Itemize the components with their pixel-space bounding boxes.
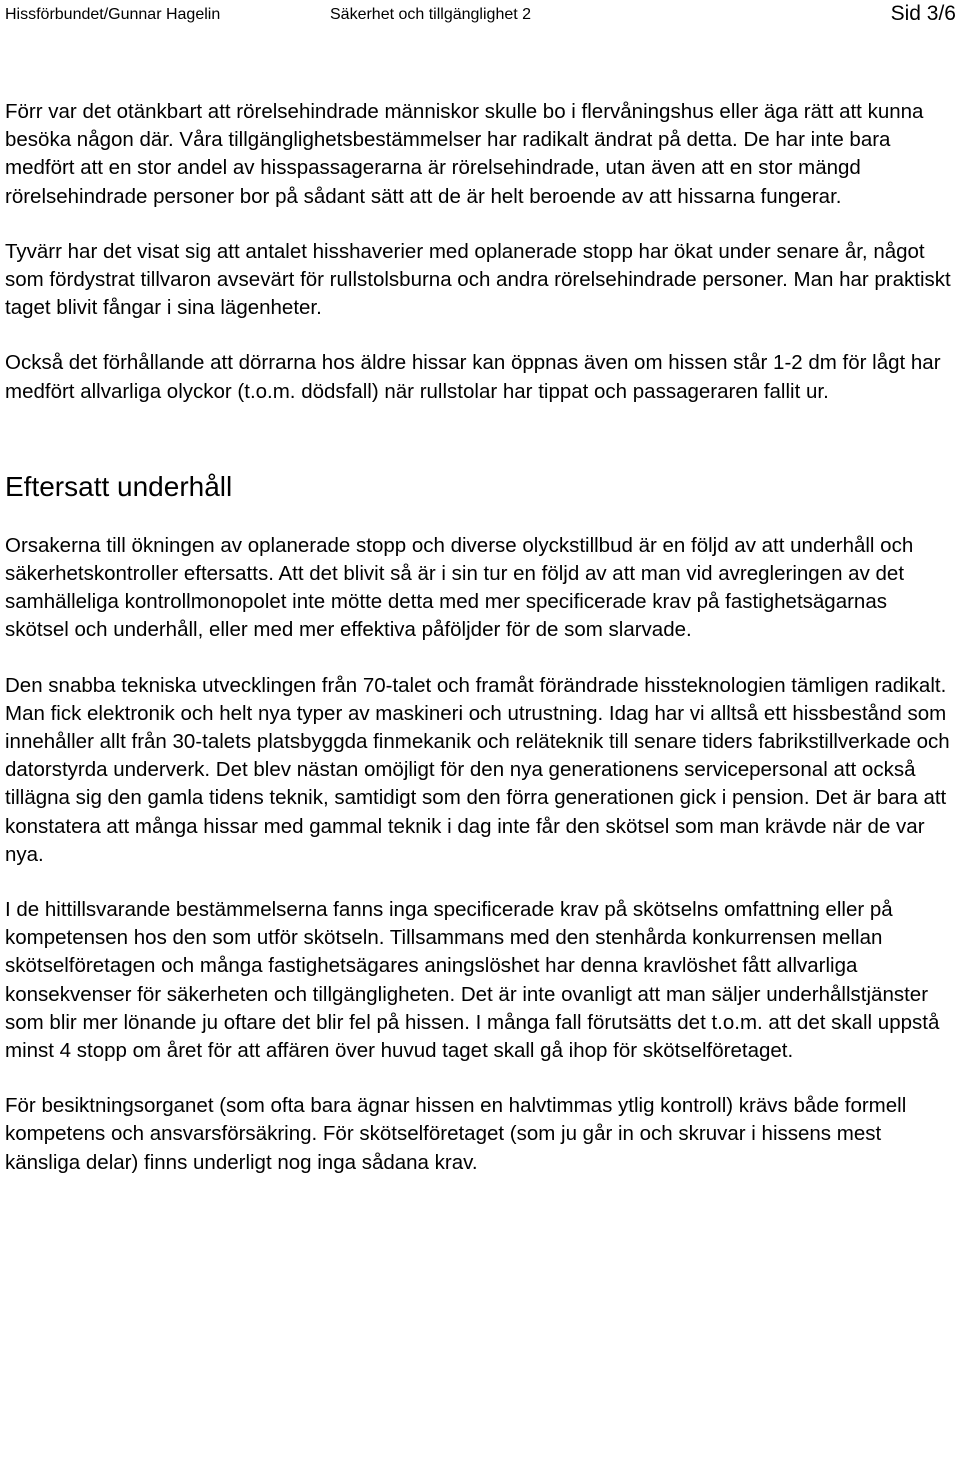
section-heading: Eftersatt underhåll <box>5 470 233 502</box>
header-page-number: Sid 3/6 <box>890 2 956 25</box>
paragraph: Orsakerna till ökningen av oplanerade stopp och diverse olyckstillbud är en följd av att underhåll och säkerhetskontroller eftersatts. Att det blivit så är i sin tur en följd av att man vid avregleringen av det samhälleliga kontrollmonopolet inte mötte detta med mer specificerade krav på fastighetsägarnas skötsel och underhåll, eller med mer effektiva påföljder för de som slarvade. <box>5 533 914 642</box>
header-organization: Hissförbundet/Gunnar Hagelin <box>5 6 221 23</box>
paragraph: Förr var det otänkbart att rörelsehindrade människor skulle bo i flervåningshus eller äga rätt att kunna besöka någon där. Våra tillgänglighetsbestämmelser har radikalt ändrat på detta. De har inte bara medfört att en stor andel av hisspassagerarna är rörelsehindrade, utan även att en stor mängd rörelsehindrade personer bor på sådant sätt att de är helt beroende av att hissarna fungerar. <box>5 100 924 208</box>
header-document-title: Säkerhet och tillgänglighet 2 <box>330 6 532 23</box>
paragraph: I de hittillsvarande bestämmelserna fanns inga specificerade krav på skötselns omfattning eller på kompetensen hos den som utför skötseln. Tillsammans med den stenhårda konkurrensen mellan skötselföretagen och många fastighetsägares aningslöshet har denna kravlöshet fått allvarliga konsekvenser för säkerheten och tillgängligheten. Det är inte ovanligt att man säljer underhållstjänster som blir mer lönande ju oftare det blir fel på hissen. I många fall förutsätts det t.o.m. att det skall uppstå minst 4 stopp om året för att affären över huvud taget skall gå ihop för skötselföretaget. <box>5 898 940 1063</box>
paragraph: Den snabba tekniska utvecklingen från 70-talet och framåt förändrade hissteknologien tämligen radikalt. Man fick elektronik och helt nya typer av maskineri och utrustning. Idag har vi alltså ett hissbestånd som innehåller allt från 30-talets platsbyggda finmekanik och reläteknik till senare tiders fabrikstillverkade och datorstyrda underverk. Det blev nästan omöjligt för den nya generationens servicepersonal att också tillägna sig den gamla tidens teknik, samtidigt som den förra generationen gick i pension. Det är bara att konstatera att många hissar med gammal teknik i dag inte får den skötsel som man krävde när de var nya. <box>5 673 950 866</box>
document-body <box>5 98 955 1177</box>
paragraph: För besiktningsorganet (som ofta bara ägnar hissen en halvtimmas ytlig kontroll) krävs både formell kompetens och ansvarsförsäkring. För skötselföretaget (som ju går in och skruvar i hissens mest känsliga delar) finns underligt nog inga sådana krav. <box>5 1094 907 1174</box>
page-header <box>0 0 960 36</box>
paragraph: Också det förhållande att dörrarna hos äldre hissar kan öppnas även om hissen står 1-2 dm för lågt har medfört allvarliga olyckor (t.o.m. dödsfall) när rullstolar har tippat och passageraren fallit ur. <box>5 351 941 403</box>
paragraph: Tyvärr har det visat sig att antalet hisshaverier med oplanerade stopp har ökat under senare år, något som fördystrat tillvaron avsevärt för rullstolsburna och andra rörelsehindrade personer. Man har praktiskt taget blivit fångar i sina lägenheter. <box>5 239 951 320</box>
